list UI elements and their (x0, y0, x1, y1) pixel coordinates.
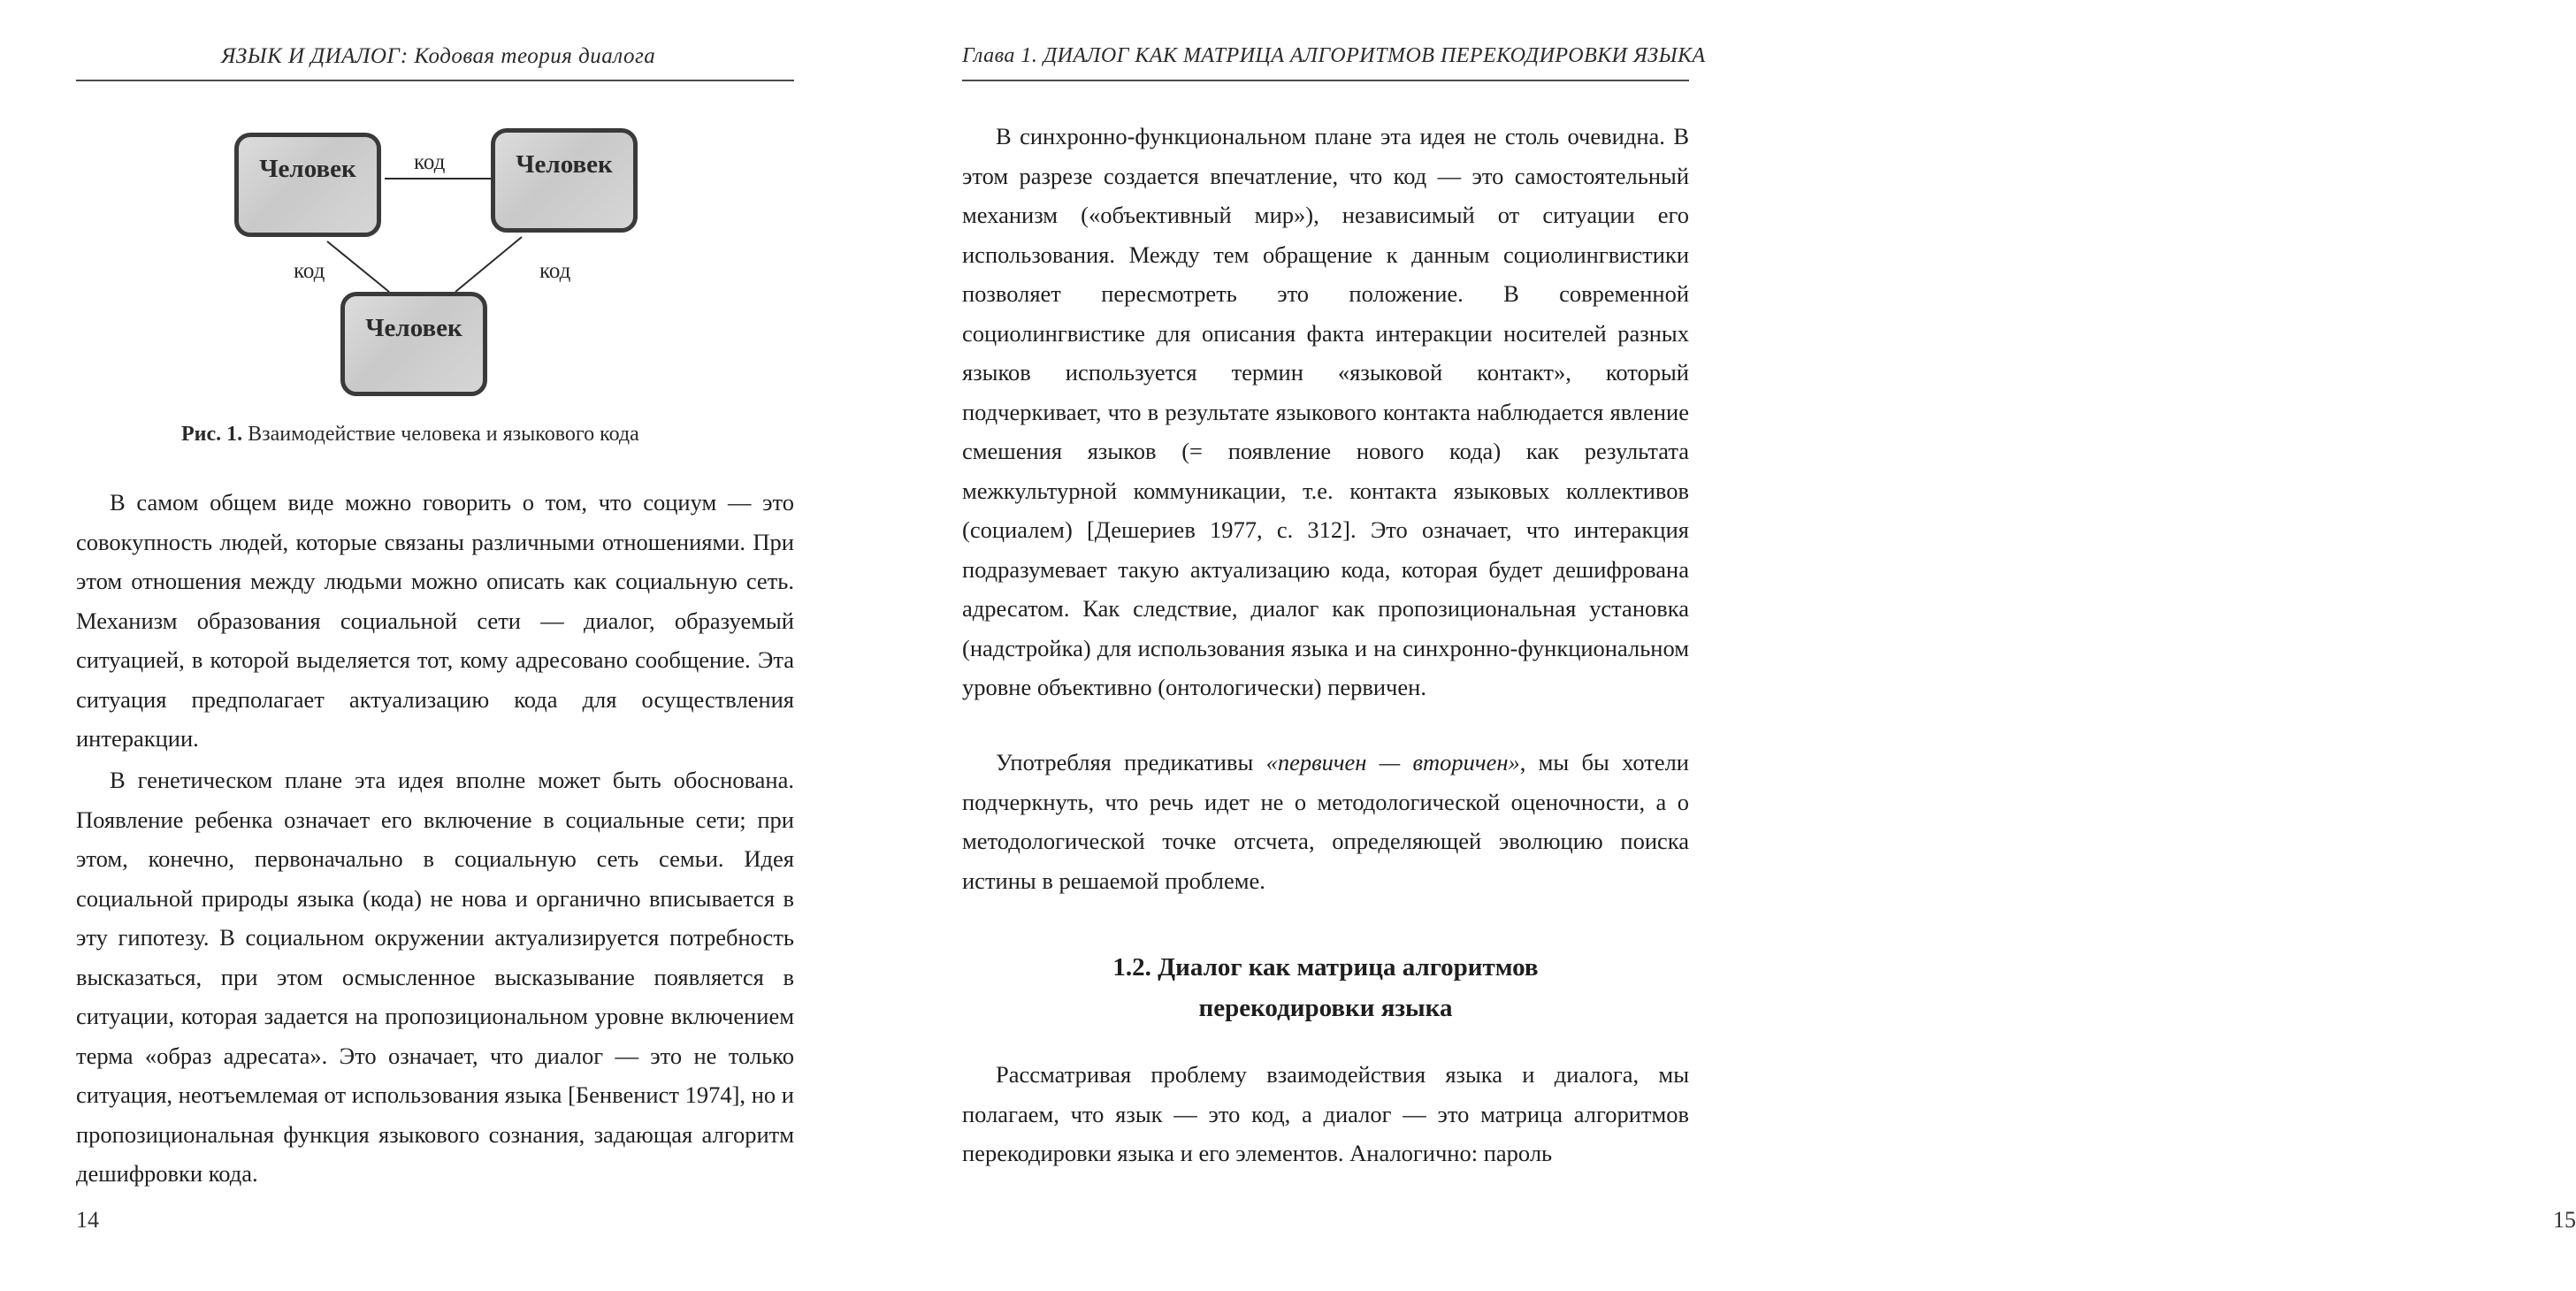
right-paragraph-3: Рассматривая проблему взаимодействия языка и диалога, мы полагаем, что язык — это код, а диалог — это матрица алгоритмов перекодировки языка и его элементов. Аналогично: пароль (962, 1061, 1689, 1166)
left-page (0, 0, 884, 1291)
code-label-right: код (539, 259, 571, 283)
caption-text: Взаимодействие человека и языкового кода (248, 423, 639, 446)
right-header-rule (962, 80, 1689, 81)
left-running-head: ЯЗЫК И ДИАЛОГ: Кодовая теория диалога (221, 44, 656, 68)
paragraph-2-rest: , мы бы хотели подчеркнуть, что речь идет не о методологической оценочности, а о методологической точке отсчета, определяющей эволюцию поиска истины в решаемой проблеме. (962, 749, 1689, 894)
interaction-diagram (212, 115, 672, 420)
caption-number: Рис. 1. (181, 423, 243, 446)
code-label-left: код (294, 259, 325, 283)
section-title-line-2: перекодировки языка (1198, 994, 1453, 1022)
person-node-2: Человек (491, 128, 638, 233)
left-page-number: 14 (76, 1207, 99, 1233)
edge-left (327, 241, 389, 292)
left-paragraph-2: В генетическом плане эта идея вполне может быть обоснована. Появление ребенка означает его включение в социальные сети; при этом, конечно, первоначально в социальную сеть семьи. Идея социальной природы языка (кода) не нова и органично вписывается в эту гипотезу. В социальном окружении актуализируется потребность высказаться, при этом осмысленное высказывание появляется в ситуации, которая задается на пропозициональном уровне включением терма «образ адресата». Это означает, что диалог — это не только ситуация, неотъемлемая от использования языка [Бенвенист 1974], но и пропозициональная функция языкового сознания, задающая алгоритм дешифровки кода. (76, 767, 794, 1187)
left-header-rule (76, 80, 794, 81)
paragraph-2-lead: Употребляя предикативы (996, 749, 1266, 775)
code-label-top: код (414, 150, 446, 174)
section-title (962, 947, 1689, 1028)
edge-right (455, 237, 522, 292)
paragraph-2-italic-term: «первичен — вторичен» (1265, 749, 1520, 775)
section-title-line-1: 1.2. Диалог как матрица алгоритмов (1112, 953, 1539, 982)
person-node-3: Человек (340, 292, 487, 396)
figure-caption (181, 423, 639, 447)
right-page-number: 15 (2553, 1207, 2576, 1233)
right-paragraph-2 (962, 743, 1689, 900)
left-paragraph-1: В самом общем виде можно говорить о том, что социум — это совокупность людей, которые связаны различными отношениями. При этом отношения между людьми можно описать как социальную сеть. Механизм образования социальной сети — диалог, образуемый ситуацией, в которой выделяется тот, кому адресовано сообщение. Эта ситуация предполагает актуализацию кода для осуществления интеракции. (76, 489, 794, 752)
person-node-1: Человек (234, 133, 381, 237)
right-running-head: Глава 1. ДИАЛОГ КАК МАТРИЦА АЛГОРИТМОВ ПЕРЕКОДИРОВКИ ЯЗЫКА (962, 44, 1706, 67)
right-page (884, 0, 2576, 1291)
right-paragraph-1: В синхронно-функциональном плане эта идея не столь очевидна. В этом разрезе создается впечатление, что код — это самостоятельный механизм («объективный мир»), независимый от ситуации его использования. Между тем обращение к данным социолингвистики позволяет пересмотреть это положение. В современной социолингвистике для описания факта интеракции носителей разных языков используется термин «языковой контакт», который подчеркивает, что в результате языкового контакта наблюдается явление смешения языков (= появление нового кода) как результата межкультурной коммуникации, т.е. контакта языковых коллективов (социалем) [Дешериев 1977, с. 312]. Это означает, что интеракция подразумевает такую актуализацию кода, которая будет дешифрована адресатом. Как следствие, диалог как пропозициональная установка (надстройка) для использования языка и на синхронно-функциональном уровне объективно (онтологически) первичен. (962, 123, 1689, 700)
